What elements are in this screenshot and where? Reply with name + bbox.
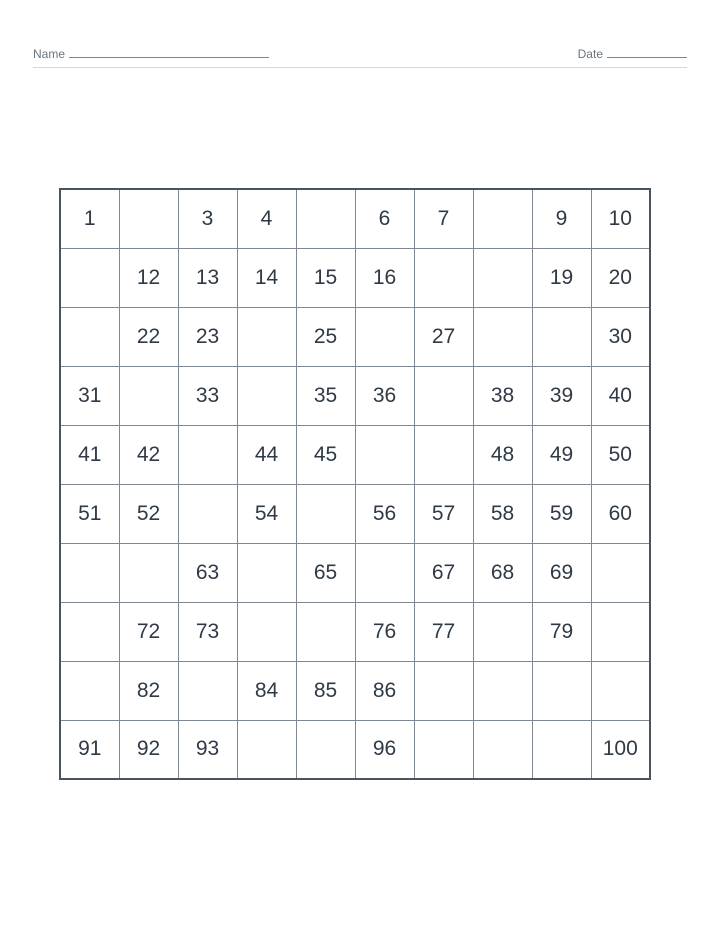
number-cell: 42: [119, 425, 178, 484]
number-cell: 33: [178, 366, 237, 425]
blank-number-cell[interactable]: [237, 366, 296, 425]
number-cell: 14: [237, 248, 296, 307]
number-cell: 52: [119, 484, 178, 543]
number-cell: 60: [591, 484, 650, 543]
blank-number-cell[interactable]: [296, 189, 355, 248]
number-cell: 100: [591, 720, 650, 779]
number-cell: 59: [532, 484, 591, 543]
number-cell: 92: [119, 720, 178, 779]
blank-number-cell[interactable]: [414, 720, 473, 779]
number-cell: 45: [296, 425, 355, 484]
blank-number-cell[interactable]: [119, 543, 178, 602]
blank-number-cell[interactable]: [60, 661, 119, 720]
number-cell: 73: [178, 602, 237, 661]
blank-number-cell[interactable]: [296, 602, 355, 661]
blank-number-cell[interactable]: [60, 543, 119, 602]
blank-number-cell[interactable]: [591, 661, 650, 720]
number-cell: 63: [178, 543, 237, 602]
number-cell: 1: [60, 189, 119, 248]
number-cell: 40: [591, 366, 650, 425]
number-cell: 12: [119, 248, 178, 307]
number-cell: 58: [473, 484, 532, 543]
grid-row: [60, 307, 650, 366]
number-cell: 36: [355, 366, 414, 425]
number-cell: 82: [119, 661, 178, 720]
blank-number-cell[interactable]: [60, 248, 119, 307]
number-cell: 72: [119, 602, 178, 661]
blank-number-cell[interactable]: [532, 720, 591, 779]
number-cell: 13: [178, 248, 237, 307]
number-cell: 20: [591, 248, 650, 307]
grid-row: [60, 248, 650, 307]
number-cell: 16: [355, 248, 414, 307]
blank-number-cell[interactable]: [473, 661, 532, 720]
number-cell: 23: [178, 307, 237, 366]
number-cell: 48: [473, 425, 532, 484]
blank-number-cell[interactable]: [178, 661, 237, 720]
hundred-chart-grid: [59, 188, 651, 780]
date-field[interactable]: [578, 46, 687, 61]
blank-number-cell[interactable]: [119, 366, 178, 425]
number-cell: 25: [296, 307, 355, 366]
number-cell: 49: [532, 425, 591, 484]
number-cell: 19: [532, 248, 591, 307]
grid-row: [60, 661, 650, 720]
number-cell: 30: [591, 307, 650, 366]
blank-number-cell[interactable]: [473, 720, 532, 779]
blank-number-cell[interactable]: [473, 307, 532, 366]
number-cell: 41: [60, 425, 119, 484]
date-label: Date: [577, 47, 603, 61]
number-cell: 39: [532, 366, 591, 425]
number-cell: 57: [414, 484, 473, 543]
blank-number-cell[interactable]: [296, 720, 355, 779]
date-blank-line[interactable]: [607, 46, 687, 58]
number-cell: 38: [473, 366, 532, 425]
blank-number-cell[interactable]: [591, 602, 650, 661]
number-cell: 35: [296, 366, 355, 425]
blank-number-cell[interactable]: [473, 248, 532, 307]
number-cell: 86: [355, 661, 414, 720]
blank-number-cell[interactable]: [60, 307, 119, 366]
name-field[interactable]: [33, 46, 269, 61]
number-cell: 68: [473, 543, 532, 602]
grid-body: [60, 189, 650, 779]
number-cell: 31: [60, 366, 119, 425]
blank-number-cell[interactable]: [355, 425, 414, 484]
number-cell: 96: [355, 720, 414, 779]
blank-number-cell[interactable]: [532, 661, 591, 720]
grid-row: [60, 602, 650, 661]
blank-number-cell[interactable]: [237, 543, 296, 602]
number-cell: 6: [355, 189, 414, 248]
grid-row: [60, 484, 650, 543]
number-cell: 79: [532, 602, 591, 661]
number-cell: 7: [414, 189, 473, 248]
worksheet-header: [33, 45, 687, 68]
number-cell: 85: [296, 661, 355, 720]
blank-number-cell[interactable]: [591, 543, 650, 602]
number-cell: 50: [591, 425, 650, 484]
blank-number-cell[interactable]: [414, 661, 473, 720]
blank-number-cell[interactable]: [178, 484, 237, 543]
number-cell: 91: [60, 720, 119, 779]
blank-number-cell[interactable]: [237, 720, 296, 779]
blank-number-cell[interactable]: [473, 189, 532, 248]
number-cell: 22: [119, 307, 178, 366]
number-cell: 15: [296, 248, 355, 307]
blank-number-cell[interactable]: [355, 543, 414, 602]
blank-number-cell[interactable]: [414, 248, 473, 307]
number-cell: 77: [414, 602, 473, 661]
number-cell: 69: [532, 543, 591, 602]
number-cell: 84: [237, 661, 296, 720]
blank-number-cell[interactable]: [119, 189, 178, 248]
blank-number-cell[interactable]: [237, 602, 296, 661]
number-cell: 67: [414, 543, 473, 602]
grid-row: [60, 366, 650, 425]
number-cell: 93: [178, 720, 237, 779]
grid-row: [60, 543, 650, 602]
number-cell: 4: [237, 189, 296, 248]
blank-number-cell[interactable]: [296, 484, 355, 543]
number-cell: 44: [237, 425, 296, 484]
blank-number-cell[interactable]: [355, 307, 414, 366]
grid-row: [60, 189, 650, 248]
blank-number-cell[interactable]: [532, 307, 591, 366]
number-cell: 10: [591, 189, 650, 248]
blank-number-cell[interactable]: [178, 425, 237, 484]
number-cell: 3: [178, 189, 237, 248]
blank-number-cell[interactable]: [414, 425, 473, 484]
blank-number-cell[interactable]: [60, 602, 119, 661]
grid-row: [60, 720, 650, 779]
blank-number-cell[interactable]: [473, 602, 532, 661]
number-cell: 56: [355, 484, 414, 543]
grid-row: [60, 425, 650, 484]
number-cell: 76: [355, 602, 414, 661]
number-cell: 9: [532, 189, 591, 248]
blank-number-cell[interactable]: [237, 307, 296, 366]
number-cell: 27: [414, 307, 473, 366]
number-cell: 51: [60, 484, 119, 543]
number-cell: 54: [237, 484, 296, 543]
name-blank-line[interactable]: [69, 46, 269, 58]
name-label: Name: [33, 47, 66, 61]
blank-number-cell[interactable]: [414, 366, 473, 425]
number-cell: 65: [296, 543, 355, 602]
